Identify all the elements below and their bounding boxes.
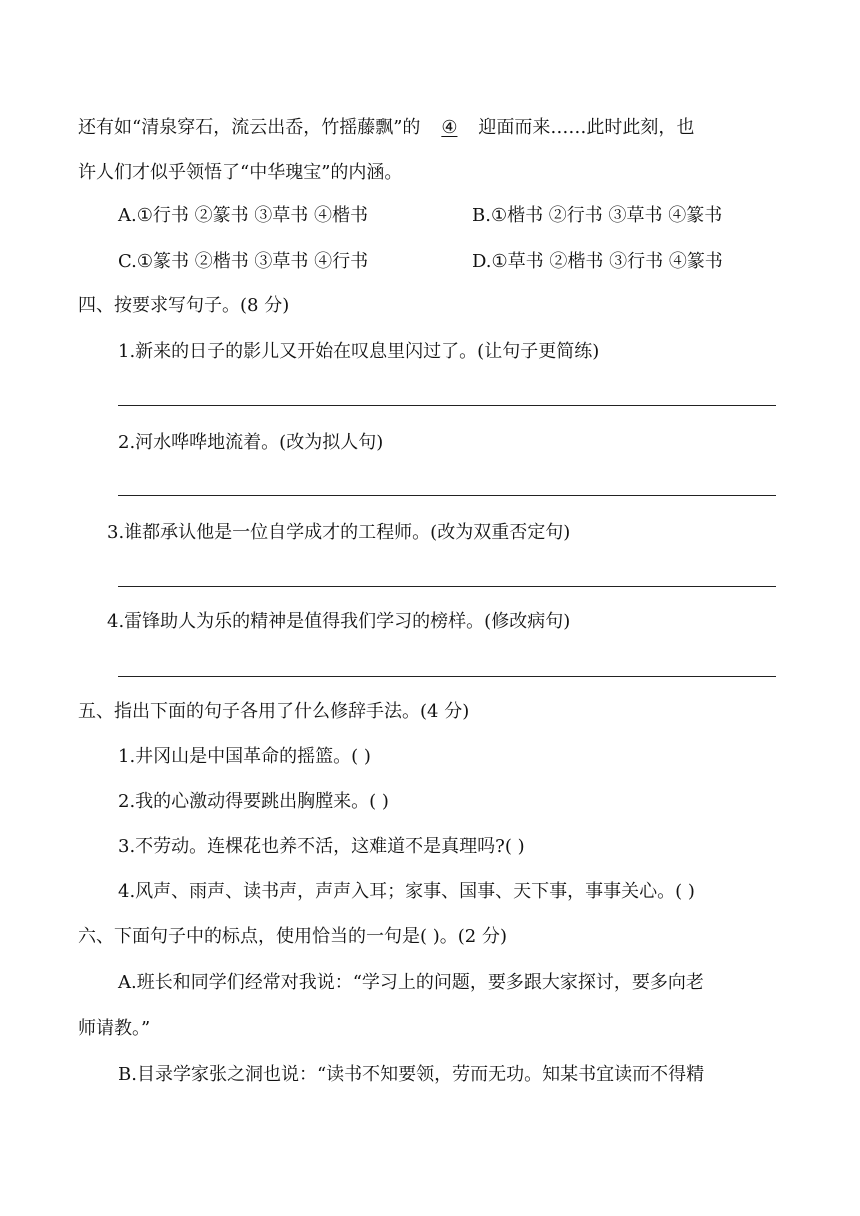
option-a: A.①行书 ②篆书 ③草书 ④楷书 xyxy=(118,205,369,226)
answer-line-1 xyxy=(118,405,776,406)
option-b: B.①楷书 ②行书 ③草书 ④篆书 xyxy=(472,205,723,226)
answer-blank-4: ④ xyxy=(441,117,458,138)
s4-question-2: 2.河水哗哗地流着。(改为拟人句) xyxy=(118,432,384,453)
option-d: D.①草书 ②楷书 ③行书 ④篆书 xyxy=(472,251,723,272)
answer-line-2 xyxy=(118,495,776,496)
answer-line-4 xyxy=(118,676,776,677)
s6-option-b-line-1: B.目录学家张之洞也说：“读书不知要领，劳而无功。知某书宜读而不得精 xyxy=(118,1064,705,1085)
s4-question-4: 4.雷锋助人为乐的精神是值得我们学习的榜样。(修改病句) xyxy=(107,611,571,632)
s5-question-4: 4.风声、雨声、读书声，声声入耳；家事、国事、天下事，事事关心。( ) xyxy=(118,881,695,902)
s4-question-3: 3.谁都承认他是一位自学成才的工程师。(改为双重否定句) xyxy=(107,522,571,543)
section-4-heading: 四、按要求写句子。(8 分) xyxy=(78,295,290,316)
s5-question-3: 3.不劳动。连棵花也养不活，这难道不是真理吗?( ) xyxy=(118,836,525,857)
s5-question-2: 2.我的心激动得要跳出胸膛来。( ) xyxy=(118,791,389,812)
continued-text-end: 迎面而来……此时此刻，也 xyxy=(478,117,695,138)
section-6-heading: 六、下面句子中的标点，使用恰当的一句是( )。(2 分) xyxy=(78,926,507,947)
s6-option-a-line-2: 师请教。” xyxy=(78,1018,151,1039)
section-5-heading: 五、指出下面的句子各用了什么修辞手法。(4 分) xyxy=(78,701,470,722)
s6-option-a-line-1: A.班长和同学们经常对我说：“学习上的问题，要多跟大家探讨，要多向老 xyxy=(118,972,704,993)
continued-text: 还有如“清泉穿石，流云出岙，竹摇藤飘”的 xyxy=(78,117,421,138)
s5-question-1: 1.井冈山是中国革命的摇篮。( ) xyxy=(118,746,371,767)
s4-question-1: 1.新来的日子的影儿又开始在叹息里闪过了。(让句子更简练) xyxy=(118,341,600,362)
continued-line-2: 许人们才似乎领悟了“中华瑰宝”的内涵。 xyxy=(78,162,403,183)
option-c: C.①篆书 ②楷书 ③草书 ④行书 xyxy=(118,251,369,272)
continued-line-1 xyxy=(78,116,694,140)
answer-line-3 xyxy=(118,586,776,587)
